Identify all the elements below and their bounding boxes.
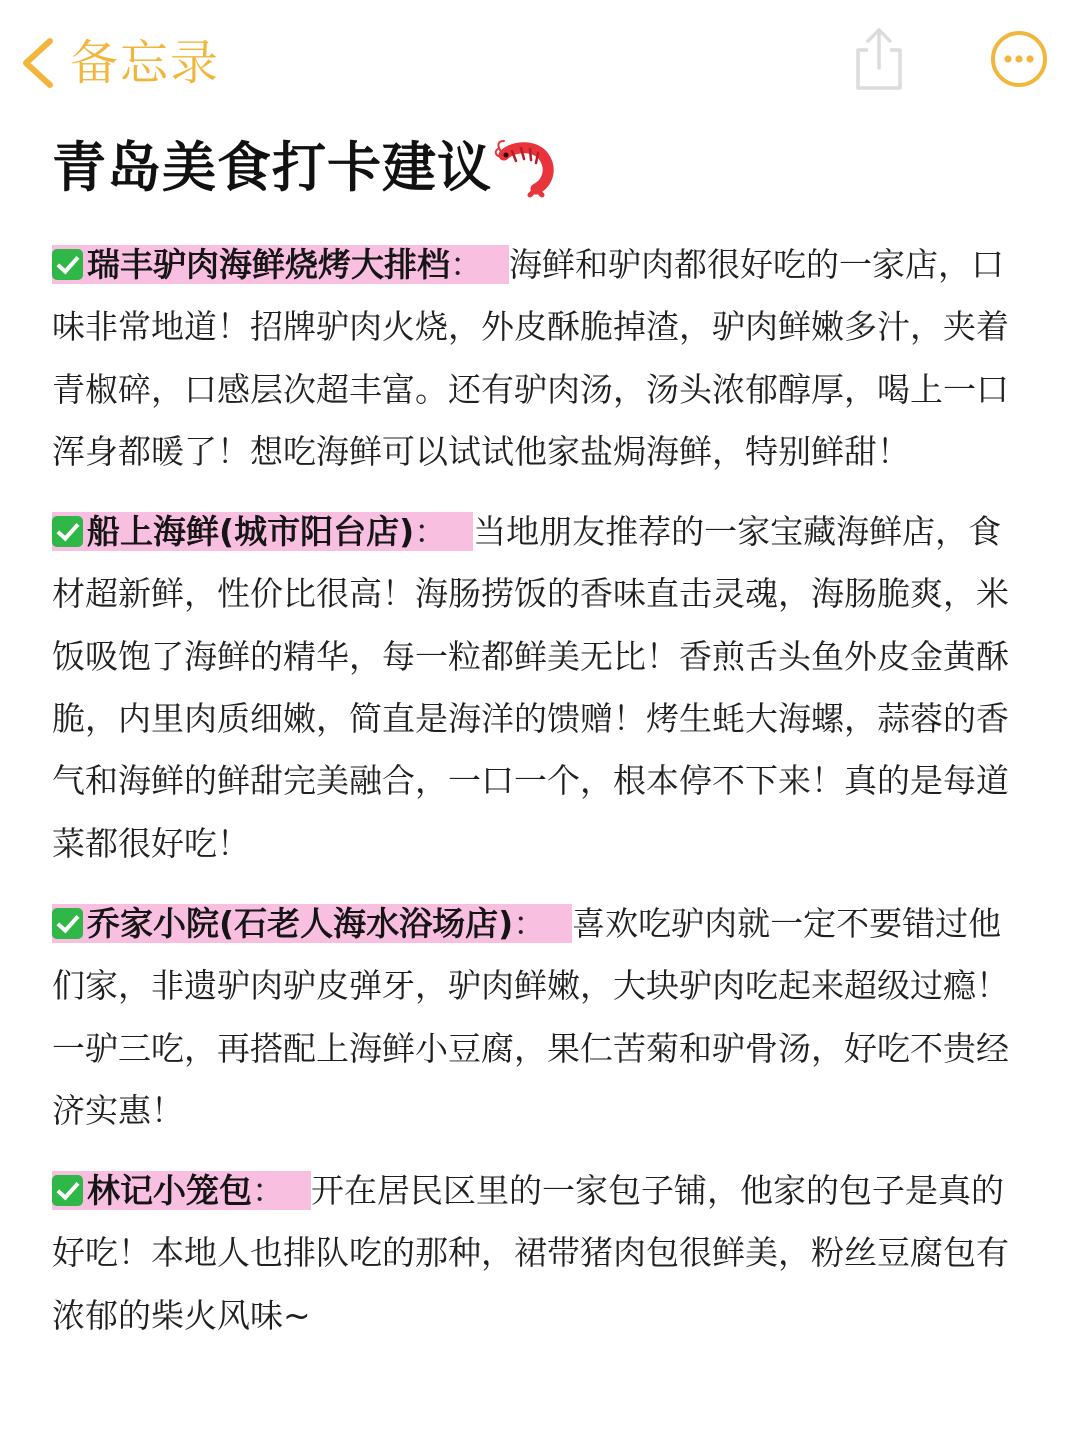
note-title-text: 青岛美食打卡建议 <box>52 136 492 199</box>
check-icon <box>52 908 83 939</box>
entry-highlight <box>52 904 572 943</box>
entry-3 <box>52 893 1020 1142</box>
back-label: 备忘录 <box>70 35 221 91</box>
name-colon: ： <box>513 903 547 943</box>
entry-highlight <box>52 1171 311 1210</box>
note-body[interactable] <box>52 128 1020 1365</box>
entry-1 <box>52 234 1020 483</box>
back-button[interactable] <box>18 28 220 98</box>
entry-list <box>52 234 1020 1347</box>
check-icon <box>52 516 83 547</box>
entry-description: 海鲜和驴肉都很好吃的一家店，口味非常地道！招牌驴肉火烧，外皮酥脆掉渣，驴肉鲜嫩多汁，夹着青椒碎，口感层次超丰富。还有驴肉汤，汤头浓郁醇厚，喝上一口浑身都暖了！想吃海鲜可以试试他家盐焗海鲜，特别鲜甜！ <box>52 245 1009 471</box>
restaurant-name: 瑞丰驴肉海鲜烧烤大排档 <box>87 245 450 284</box>
share-button[interactable] <box>848 24 910 94</box>
restaurant-name: 船上海鲜(城市阳台店) <box>87 512 415 552</box>
check-icon <box>52 249 83 280</box>
name-colon: ： <box>450 245 483 284</box>
share-icon <box>848 24 910 94</box>
more-ellipsis-icon <box>990 30 1048 88</box>
restaurant-name: 乔家小院(石老人海水浴场店) <box>87 903 514 943</box>
name-colon: ： <box>252 1171 285 1211</box>
entry-2 <box>52 501 1020 875</box>
shrimp-icon <box>494 137 556 199</box>
entry-description: 开在居民区里的一家包子铺，他家的包子是真的好吃！本地人也排队吃的那种，裙带猪肉包很鲜美，粉丝豆腐包有浓郁的柴火风味~ <box>52 1171 1009 1335</box>
entry-highlight <box>52 245 509 284</box>
entry-description: 喜欢吃驴肉就一定不要错过他们家，非遗驴肉驴皮弹牙，驴肉鲜嫩，大块驴肉吃起来超级过瘾！一驴三吃，再搭配上海鲜小豆腐，果仁苦菊和驴骨汤，好吃不贵经济实惠！ <box>52 903 1009 1130</box>
entry-highlight <box>52 512 473 551</box>
note-title <box>52 128 1020 208</box>
chevron-left-icon <box>18 35 58 91</box>
more-button[interactable] <box>990 30 1048 88</box>
check-icon <box>52 1175 83 1206</box>
name-colon: ： <box>414 512 448 552</box>
nav-bar <box>0 0 1080 120</box>
entry-description: 当地朋友推荐的一家宝藏海鲜店，食材超新鲜，性价比很高！海肠捞饭的香味直击灵魂，海肠脆爽，米饭吸饱了海鲜的精华，每一粒都鲜美无比！香煎舌头鱼外皮金黄酥脆，内里肉质细嫩，简直是海洋的馈赠！烤生蚝大海螺，蒜蓉的香气和海鲜的鲜甜完美融合，一口一个，根本停不下来！真的是每道菜都很好吃！ <box>52 512 1009 863</box>
entry-4 <box>52 1160 1020 1347</box>
restaurant-name: 林记小笼包 <box>87 1171 252 1211</box>
